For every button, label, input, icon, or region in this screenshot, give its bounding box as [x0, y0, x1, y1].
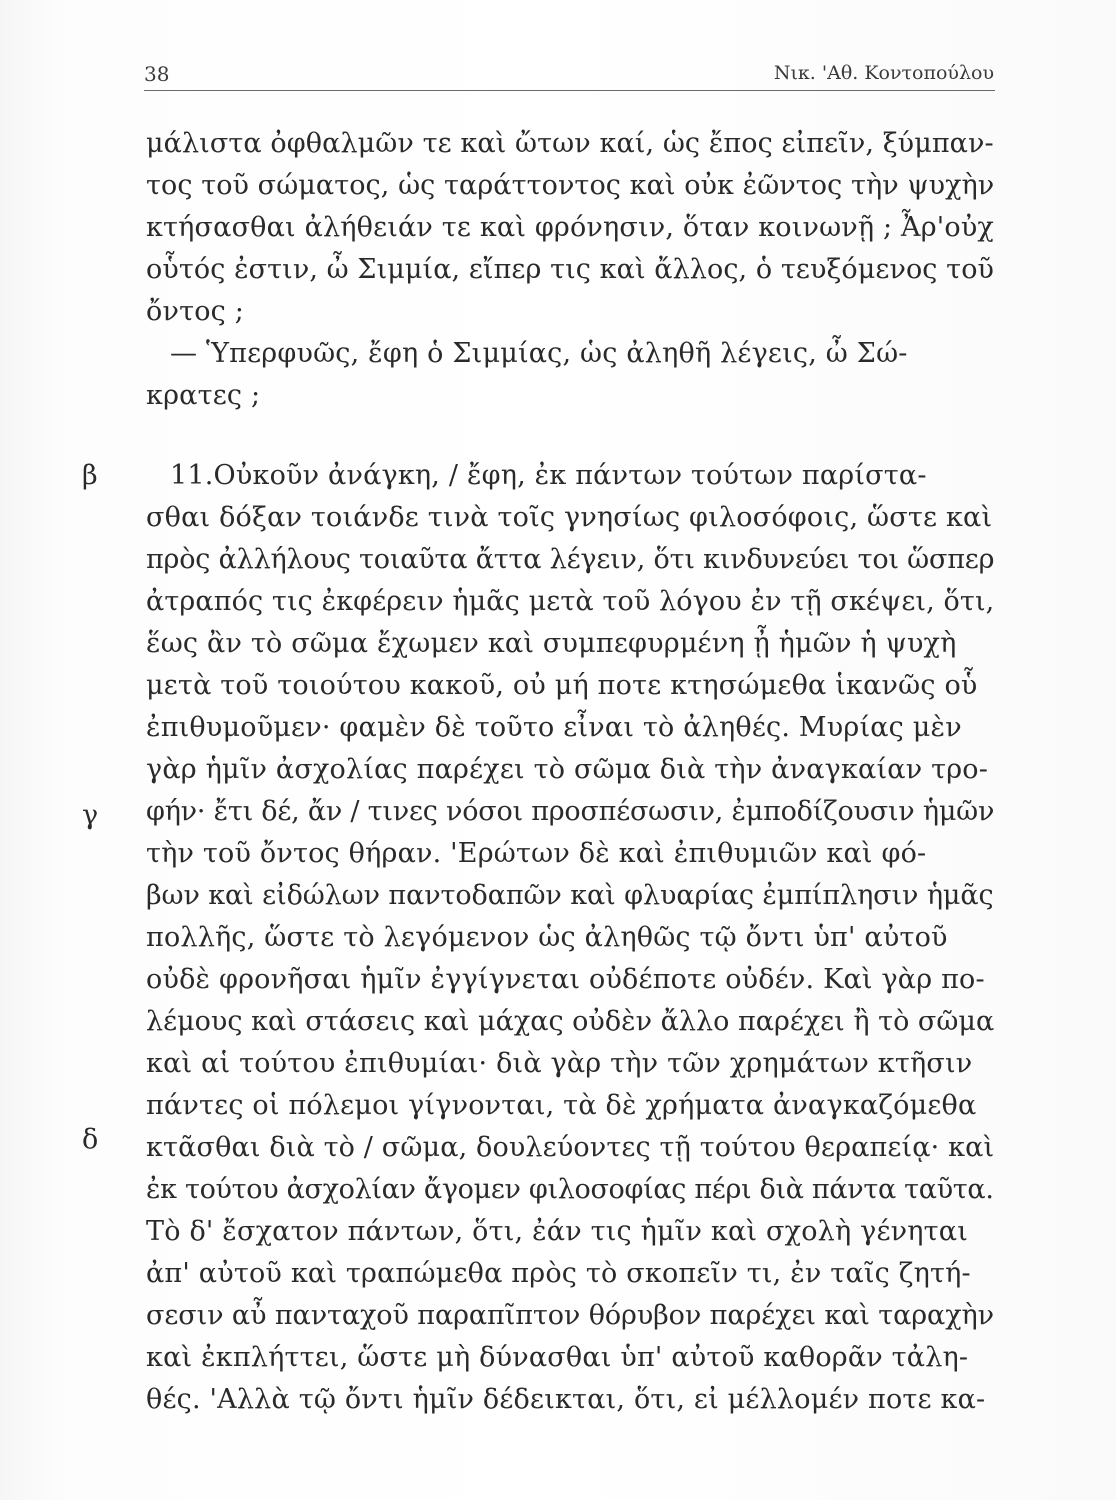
text-line: οὗτός ἐστιν, ὦ Σιμμία, εἴπερ τις καὶ ἄλλος, ὁ τευξόμενος τοῦ: [146, 254, 995, 285]
margin-marker-delta: δ: [82, 1124, 99, 1155]
margin-marker-gamma: γ: [82, 800, 99, 831]
text-line: βων καὶ εἰδώλων παντοδαπῶν καὶ φλυαρίας ἐμπίπλησιν ἡμᾶς: [146, 880, 994, 911]
running-head: Νικ. 'Αθ. Κοντοπούλου: [773, 62, 994, 84]
text-line: πρὸς ἀλλήλους τοιαῦτα ἄττα λέγειν, ὅτι κινδυνεύει τοι ὥσπερ: [146, 544, 995, 575]
text-line: κτᾶσθαι διὰ τὸ / σῶμα, δουλεύοντες τῇ τούτου θεραπείᾳ· καὶ: [146, 1132, 995, 1163]
text-line: μάλιστα ὀφθαλμῶν τε καὶ ὤτων καί, ὡς ἔπος εἰπεῖν, ξύμπαν-: [146, 128, 994, 159]
text-line: μετὰ τοῦ τοιούτου κακοῦ, οὐ μή ποτε κτησώμεθα ἱκανῶς οὗ: [146, 670, 978, 701]
dialogue-line: — Ὑπερφυῶς, ἔφη ὁ Σιμμίας, ὡς ἀληθῆ λέγεις, ὦ Σώ-: [170, 338, 908, 369]
text-line: ὄντος ;: [146, 296, 245, 327]
header-rule: [144, 90, 995, 91]
section-start-line: 11.Οὐκοῦν ἀνάγκη, / ἔφη, ἐκ πάντων τούτων παρίστα-: [170, 460, 927, 491]
text-line: οὐδὲ φρονῆσαι ἡμῖν ἐγγίγνεται οὐδέποτε οὐδέν. Καὶ γὰρ πο-: [146, 964, 985, 995]
text-line: σθαι δόξαν τοιάνδε τινὰ τοῖς γνησίως φιλοσόφοις, ὥστε καὶ: [146, 502, 993, 533]
text-line: ἐκ τούτου ἀσχολίαν ἄγομεν φιλοσοφίας πέρι διὰ πάντα ταῦτα.: [146, 1174, 994, 1205]
text-line: πάντες οἱ πόλεμοι γίγνονται, τὰ δὲ χρήματα ἀναγκαζόμεθα: [146, 1090, 977, 1121]
text-line: καὶ αἱ τούτου ἐπιθυμίαι· διὰ γὰρ τὴν τῶν χρημάτων κτῆσιν: [146, 1048, 973, 1079]
text-line: ἀτραπός τις ἐκφέρειν ἡμᾶς μετὰ τοῦ λόγου ἐν τῇ σκέψει, ὅτι,: [146, 586, 995, 617]
text-line: λέμους καὶ στάσεις καὶ μάχας οὐδὲν ἄλλο παρέχει ἢ τὸ σῶμα: [146, 1006, 995, 1037]
text-line: σεσιν αὖ πανταχοῦ παραπῖπτον θόρυβον παρέχει καὶ ταραχὴν: [146, 1300, 994, 1331]
text-line: γὰρ ἡμῖν ἀσχολίας παρέχει τὸ σῶμα διὰ τὴν ἀναγκαίαν τρο-: [146, 754, 989, 785]
text-line: ἕως ἂν τὸ σῶμα ἔχωμεν καὶ συμπεφυρμένη ᾖ ἡμῶν ἡ ψυχὴ: [146, 628, 957, 659]
text-line: θές. 'Αλλὰ τῷ ὄντι ἡμῖν δέδεικται, ὅτι, εἰ μέλλομέν ποτε κα-: [146, 1384, 986, 1415]
page-number: 38: [144, 62, 170, 86]
text-line: τὴν τοῦ ὄντος θήραν. 'Ερώτων δὲ καὶ ἐπιθυμιῶν καὶ φό-: [146, 838, 927, 869]
text-line: κρατες ;: [146, 380, 261, 411]
text-line: ἐπιθυμοῦμεν· φαμὲν δὲ τοῦτο εἶναι τὸ ἀληθές. Μυρίας μὲν: [146, 712, 962, 743]
text-line: ἀπ' αὐτοῦ καὶ τραπώμεθα πρὸς τὸ σκοπεῖν τι, ἐν ταῖς ζητή-: [146, 1258, 971, 1289]
text-line: τος τοῦ σώματος, ὡς ταράττοντος καὶ οὐκ ἐῶντος τὴν ψυχὴν: [146, 170, 995, 201]
text-line: φήν· ἔτι δέ, ἄν / τινες νόσοι προσπέσωσιν, ἐμποδίζουσιν ἡμῶν: [146, 796, 995, 827]
text-line: κτήσασθαι ἀλήθειάν τε καὶ φρόνησιν, ὅταν κοινωνῇ ; Ἆρ'οὐχ: [146, 212, 994, 243]
text-line: καὶ ἐκπλήττει, ὥστε μὴ δύνασθαι ὑπ' αὐτοῦ καθορᾶν τἀλη-: [146, 1342, 969, 1373]
text-line: Τὸ δ' ἔσχατον πάντων, ὅτι, ἐάν τις ἡμῖν καὶ σχολὴ γένηται: [146, 1216, 968, 1247]
margin-marker-beta: β: [82, 460, 98, 491]
text-line: πολλῆς, ὥστε τὸ λεγόμενον ὡς ἀληθῶς τῷ ὄντι ὑπ' αὐτοῦ: [146, 922, 948, 953]
